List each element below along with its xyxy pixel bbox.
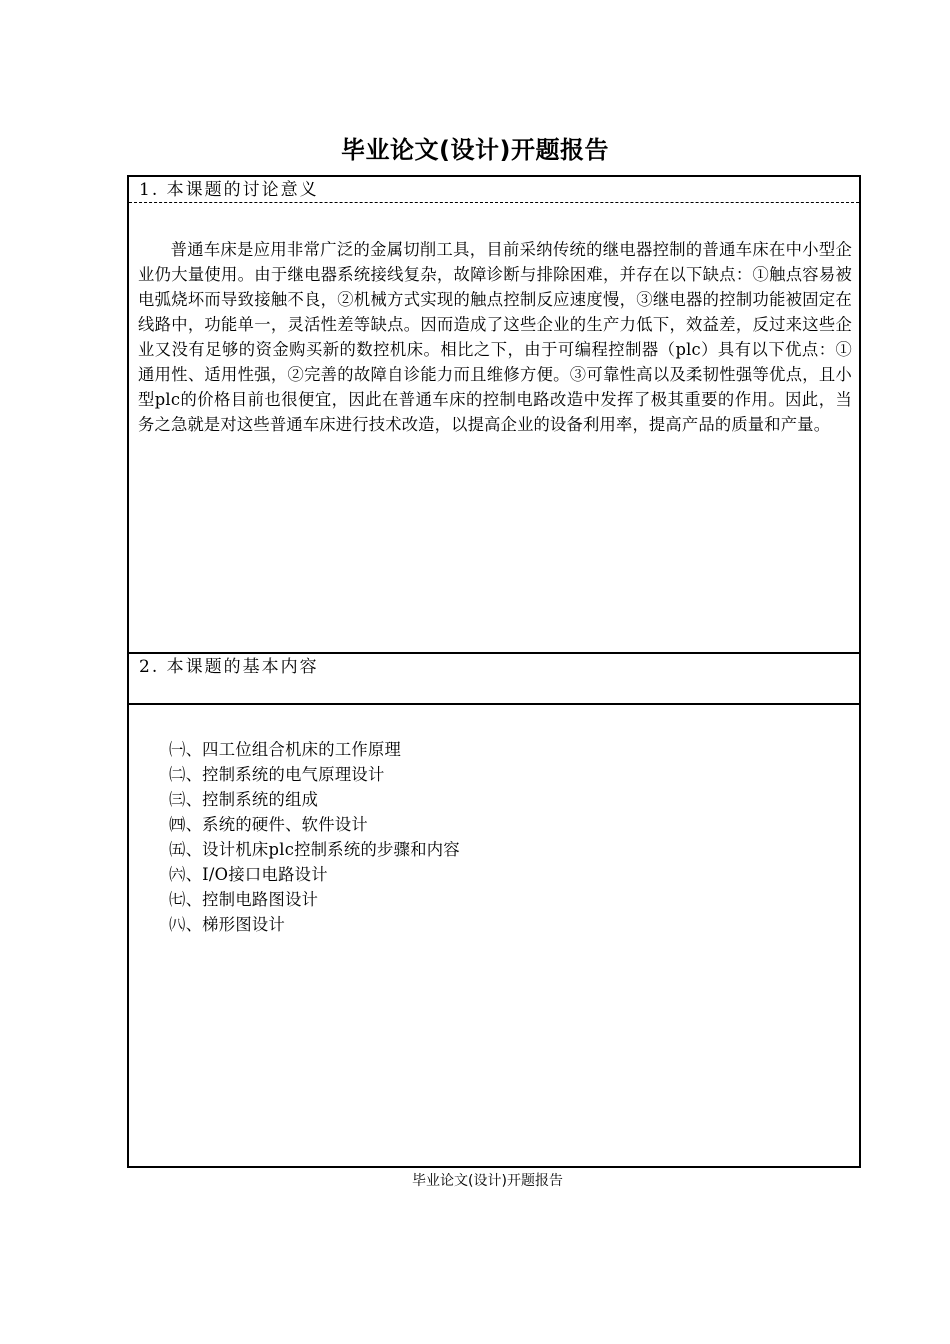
- section-2-heading-divider: [129, 703, 859, 705]
- list-item: ㈥、I/O接口电路设计: [169, 865, 328, 884]
- section-divider: [129, 652, 859, 654]
- list-item: ㈦、控制电路图设计: [169, 890, 319, 909]
- section-2-content-list: [169, 737, 460, 937]
- section-1-paragraph: 普通车床是应用非常广泛的金属切削工具，目前采纳传统的继电器控制的普通车床在中小型企业仍大量使用。由于继电器系统接线复杂，故障诊断与排除困难，并存在以下缺点：①触点容易被电弧烧坏而导致接触不良，②机械方式实现的触点控制反应速度慢，③继电器的控制功能被固定在线路中，功能单一，灵活性差等缺点。因而造成了这些企业的生产力低下，效益差，反过来这些企业又没有足够的资金购买新的数控机床。相比之下，由于可编程控制器（plc）具有以下优点：①通用性、适用性强，②完善的故障自诊能力而且维修方便。③可靠性高以及柔韧性强等优点，且小型plc的价格目前也很便宜，因此在普通车床的控制电路改造中发挥了极其重要的作用。因此，当务之急就是对这些普通车床进行技术改造，以提高企业的设备利用率，提高产品的质量和产量。: [138, 240, 852, 434]
- list-item: ㈤、设计机床plc控制系统的步骤和内容: [169, 840, 460, 859]
- list-item: ㈠、四工位组合机床的工作原理: [169, 740, 402, 759]
- section-1-heading-divider: [129, 202, 859, 203]
- list-item: ㈡、控制系统的电气原理设计: [169, 765, 385, 784]
- document-title: 毕业论文(设计)开题报告: [341, 136, 609, 164]
- page-footer: 毕业论文(设计)开题报告: [412, 1173, 563, 1189]
- section-1-heading: 1. 本课题的讨论意义: [139, 180, 319, 200]
- section-2-heading: 2. 本课题的基本内容: [139, 657, 319, 677]
- list-item: ㈢、控制系统的组成: [169, 790, 319, 809]
- report-table: [127, 175, 861, 1168]
- list-item: ㈧、梯形图设计: [169, 915, 286, 934]
- list-item: ㈣、系统的硬件、软件设计: [169, 815, 368, 834]
